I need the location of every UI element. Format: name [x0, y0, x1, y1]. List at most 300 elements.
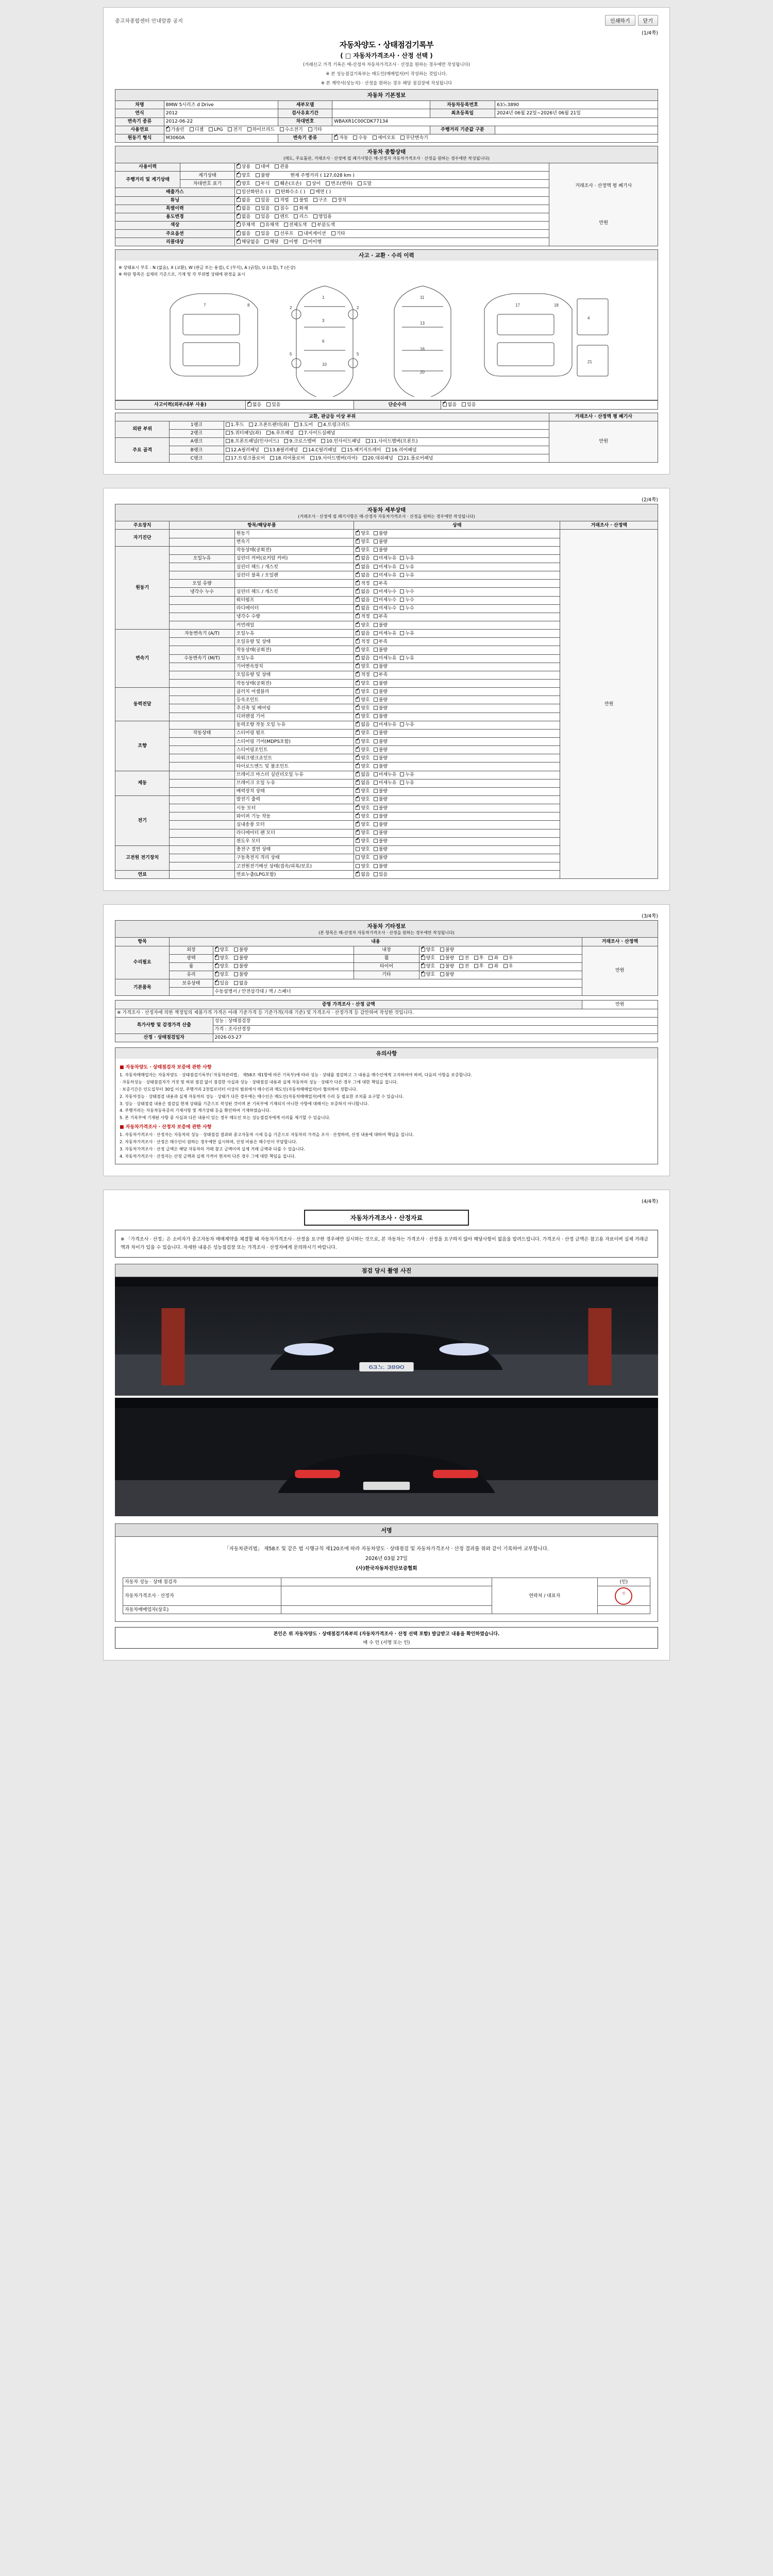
checkbox[interactable] — [374, 689, 378, 693]
checkbox[interactable] — [318, 422, 322, 427]
checkbox[interactable] — [374, 789, 378, 793]
checkbox[interactable] — [356, 623, 360, 627]
parts-rank: 2랭크 — [170, 429, 224, 437]
checkbox[interactable] — [342, 448, 346, 452]
fuel-option-label: 기타 — [313, 127, 322, 133]
checkbox[interactable] — [356, 698, 360, 702]
part-label: 19.사이드멤버(리어) — [315, 455, 358, 461]
detail-option — [356, 846, 369, 853]
detail-option-label: 양호 — [361, 855, 370, 861]
detail-subgroup — [170, 829, 234, 837]
checkbox[interactable] — [270, 456, 274, 460]
detail-option-label: 부족 — [378, 672, 388, 678]
row-sublabel: 계기상태 — [180, 172, 234, 180]
page-2 — [103, 488, 670, 891]
checkbox[interactable] — [256, 231, 260, 235]
checkbox[interactable] — [284, 439, 288, 443]
state-option-label: 있음 — [260, 231, 270, 236]
detail-option — [374, 755, 388, 761]
checkbox[interactable] — [421, 956, 425, 960]
checkbox[interactable] — [356, 639, 360, 643]
checkbox[interactable] — [374, 539, 378, 544]
part-item — [363, 455, 393, 462]
detail-option — [356, 863, 369, 870]
checkbox[interactable] — [310, 456, 314, 460]
checkbox[interactable] — [356, 722, 360, 726]
detail-item: 클러치 어셈블리 — [234, 688, 354, 696]
checkbox[interactable] — [356, 781, 360, 785]
part-item — [310, 455, 358, 462]
checkbox[interactable] — [374, 672, 378, 676]
detail-option — [356, 689, 369, 695]
checkbox[interactable] — [237, 240, 241, 244]
checkbox[interactable] — [421, 964, 425, 968]
checkbox[interactable] — [256, 214, 260, 218]
notice-line: · 자동차성능 · 상태점검자가 거짓 및 허위 점검 없이 점검한 사실과 성능 · 상태점검 내용과 실제 자동차의 성능 · 상태가 다른 경우 그에 대한 책임을 집니다. — [120, 1080, 398, 1085]
checkbox[interactable] — [356, 872, 360, 876]
checkbox[interactable] — [256, 173, 260, 177]
checkbox[interactable] — [374, 556, 378, 560]
state-option — [310, 189, 331, 195]
checkbox[interactable] — [374, 722, 378, 726]
checkbox[interactable] — [356, 864, 360, 868]
checkbox[interactable] — [313, 198, 317, 202]
part-item — [226, 447, 259, 453]
checkbox[interactable] — [374, 814, 378, 818]
checkbox[interactable] — [280, 127, 284, 131]
checkbox[interactable] — [237, 173, 241, 177]
checkbox[interactable] — [356, 855, 360, 859]
checkbox[interactable] — [275, 181, 279, 185]
checkbox[interactable] — [298, 231, 303, 235]
checkbox[interactable] — [459, 956, 463, 960]
checkbox[interactable] — [356, 772, 360, 776]
state-option — [275, 214, 289, 220]
checkbox[interactable] — [247, 127, 251, 131]
checkbox[interactable] — [264, 240, 268, 244]
checkbox[interactable] — [400, 631, 404, 635]
detail-option — [356, 639, 369, 645]
checkbox[interactable] — [356, 681, 360, 685]
checkbox[interactable] — [374, 872, 378, 876]
checkbox[interactable] — [374, 548, 378, 552]
checkbox[interactable] — [215, 964, 219, 968]
checkbox[interactable] — [374, 864, 378, 868]
detail-option-label: 누유 — [405, 564, 414, 570]
checkbox[interactable] — [374, 822, 378, 826]
checkbox[interactable] — [234, 956, 238, 960]
state-option — [237, 239, 260, 245]
checkbox[interactable] — [237, 190, 241, 194]
checkbox[interactable] — [226, 422, 230, 427]
checkbox[interactable] — [374, 764, 378, 768]
checkbox[interactable] — [237, 164, 241, 168]
toolbar-link-0[interactable]: 중고차종합센터 안내말씀 공지 — [115, 19, 183, 24]
checkbox[interactable] — [308, 127, 312, 131]
state-option-label: 없음 — [241, 214, 251, 220]
checkbox[interactable] — [356, 789, 360, 793]
checkbox[interactable] — [356, 739, 360, 743]
checkbox[interactable] — [332, 198, 337, 202]
checkbox[interactable] — [440, 947, 444, 952]
fuel-option — [166, 127, 184, 133]
detail-state-table — [115, 521, 658, 879]
price-unit: 만원 — [582, 1001, 658, 1009]
svg-text:21: 21 — [587, 360, 592, 365]
checkbox[interactable] — [249, 422, 253, 427]
detail-options — [354, 812, 560, 821]
checkbox[interactable] — [237, 231, 241, 235]
checkbox[interactable] — [356, 806, 360, 810]
detail-option-label: 없음 — [361, 564, 370, 570]
checkbox[interactable] — [374, 748, 378, 752]
checkbox[interactable] — [400, 135, 405, 140]
other-option-label: 양호 — [426, 956, 435, 961]
detail-subgroup — [170, 671, 234, 679]
checkbox[interactable] — [374, 623, 378, 627]
checkbox[interactable] — [459, 964, 463, 968]
detail-option-label: 불량 — [378, 622, 388, 628]
detail-options — [354, 713, 560, 721]
checkbox[interactable] — [353, 135, 357, 140]
checkbox[interactable] — [166, 127, 170, 131]
checkbox[interactable] — [237, 181, 241, 185]
checkbox[interactable] — [256, 206, 260, 210]
checkbox[interactable] — [374, 831, 378, 835]
checkbox[interactable] — [313, 214, 317, 218]
checkbox[interactable] — [443, 402, 447, 406]
detail-option — [374, 614, 388, 620]
checkbox[interactable] — [462, 402, 466, 406]
checkbox[interactable] — [374, 656, 378, 660]
checkbox[interactable] — [356, 598, 360, 602]
checkbox[interactable] — [356, 565, 360, 569]
checkbox[interactable] — [358, 181, 362, 185]
checkbox[interactable] — [421, 947, 425, 952]
checkbox[interactable] — [356, 764, 360, 768]
checkbox[interactable] — [374, 797, 378, 801]
other-option-label: 불량 — [445, 964, 455, 970]
checkbox[interactable] — [276, 190, 280, 194]
checkbox[interactable] — [228, 127, 232, 131]
transmission-option-label: 수동 — [358, 135, 367, 141]
checkbox[interactable] — [334, 135, 338, 140]
checkbox[interactable] — [226, 439, 230, 443]
checkbox[interactable] — [226, 431, 230, 435]
checkbox[interactable] — [373, 135, 377, 140]
checkbox[interactable] — [440, 956, 444, 960]
state-option — [284, 222, 307, 228]
price-note: ※ 가격조사 · 산정자에 의한 책정임의 제품가격 가격은 아래 기준가격 등 기준가격(거래 기준) 및 가격조사 · 산정가격 등 감안하여 작성한 것입니다. — [115, 1009, 658, 1017]
checkbox[interactable] — [209, 127, 213, 131]
detail-subgroup — [170, 596, 234, 604]
checkbox[interactable] — [374, 606, 378, 610]
checkbox[interactable] — [440, 972, 444, 976]
table-row — [115, 946, 658, 954]
checkbox[interactable] — [400, 598, 404, 602]
checkbox[interactable] — [363, 456, 367, 460]
checkbox[interactable] — [234, 964, 238, 968]
checkbox[interactable] — [374, 847, 378, 851]
accident-note-1: ※ 상태표시 부호 : N (없음), X (교환), W (판금 또는 용접), C (부식), A (긁힘), U (요철), T (손상) — [119, 265, 296, 270]
detail-option — [356, 814, 369, 820]
checkbox[interactable] — [356, 814, 360, 818]
checkbox[interactable] — [237, 198, 241, 202]
repair-option-label: 있음 — [467, 402, 476, 408]
checkbox[interactable] — [356, 748, 360, 752]
checkbox[interactable] — [374, 581, 378, 585]
checkbox[interactable] — [374, 639, 378, 643]
detail-subgroup: 오일 유량 — [170, 580, 234, 588]
checkbox[interactable] — [374, 772, 378, 776]
checkbox[interactable] — [237, 214, 241, 218]
checkbox[interactable] — [400, 573, 404, 577]
checkbox[interactable] — [374, 714, 378, 718]
checkbox[interactable] — [356, 539, 360, 544]
checkbox[interactable] — [374, 731, 378, 735]
checkbox[interactable] — [284, 223, 288, 227]
detail-option-label: 불량 — [378, 539, 388, 545]
checkbox[interactable] — [374, 756, 378, 760]
checkbox[interactable] — [226, 448, 230, 452]
close-button[interactable]: 닫기 — [638, 15, 658, 26]
detail-option-label: 없음 — [361, 631, 370, 636]
notice-line: · 보증기간은 인도일부터 30일 이상, 주행거리 2천킬로미터 이상의 범위에서 매수인과 매도인(자동차매매업자)이 협의하여 정합니다. — [120, 1087, 358, 1092]
checkbox[interactable] — [489, 964, 493, 968]
checkbox[interactable] — [400, 656, 404, 660]
detail-item: 실린더 헤드 / 개스킷 — [234, 563, 354, 571]
checkbox[interactable] — [400, 606, 404, 610]
checkbox[interactable] — [356, 664, 360, 668]
checkbox[interactable] — [356, 706, 360, 710]
state-option — [237, 197, 250, 204]
detail-option — [374, 672, 388, 678]
part-label: 20.대쉬패널 — [367, 455, 393, 461]
detail-option-label: 불량 — [378, 697, 388, 703]
checkbox[interactable] — [294, 214, 298, 218]
checkbox[interactable] — [356, 531, 360, 535]
checkbox[interactable] — [234, 947, 238, 952]
row-label: 사고이력(외부/내부 사용) — [115, 401, 246, 409]
checkbox[interactable] — [356, 831, 360, 835]
checkbox[interactable] — [299, 431, 303, 435]
checkbox[interactable] — [356, 556, 360, 560]
checkbox[interactable] — [356, 847, 360, 851]
checkbox[interactable] — [400, 781, 404, 785]
svg-text:20: 20 — [420, 370, 425, 375]
other-option-label: 불량 — [239, 947, 248, 953]
state-option-label: 부식 — [260, 181, 270, 187]
notice-panel — [115, 1059, 658, 1164]
row-label: 색상 — [115, 221, 235, 229]
detail-subgroup — [170, 646, 234, 654]
checkbox[interactable] — [374, 664, 378, 668]
footer-confirm — [115, 1627, 658, 1649]
detail-option — [356, 555, 369, 562]
checkbox[interactable] — [374, 839, 378, 843]
checkbox[interactable] — [356, 672, 360, 676]
checkbox[interactable] — [400, 772, 404, 776]
print-button[interactable]: 인쇄하기 — [605, 15, 635, 26]
checkbox[interactable] — [374, 573, 378, 577]
checkbox[interactable] — [503, 956, 508, 960]
part-label: 10.인사이드패널 — [326, 439, 361, 445]
detail-option-label: 양호 — [361, 755, 370, 761]
row-label: 주행거리 및 계기상태 — [115, 172, 180, 188]
state-option-label: 내비게이션 — [304, 231, 326, 236]
checkbox[interactable] — [356, 581, 360, 585]
notice-line: 1. 자동차가격조사 · 산정자는 자동차의 성능 · 상태점검 결과와 중고자동차 시세 등을 기준으로 자동차의 가격을 조사 · 산정하며, 산정 내용에 대하여 책임을 집니다. — [120, 1132, 414, 1138]
checkbox[interactable] — [237, 206, 241, 210]
state-option — [276, 189, 306, 195]
checkbox[interactable] — [374, 565, 378, 569]
checkbox[interactable] — [275, 198, 279, 202]
checkbox[interactable] — [374, 614, 378, 618]
checkbox[interactable] — [374, 589, 378, 594]
checkbox[interactable] — [374, 698, 378, 702]
checkbox[interactable] — [400, 589, 404, 594]
checkbox[interactable] — [356, 656, 360, 660]
detail-option-label: 양호 — [361, 831, 370, 836]
checkbox[interactable] — [503, 964, 508, 968]
checkbox[interactable] — [374, 648, 378, 652]
checkbox[interactable] — [356, 822, 360, 826]
checkbox[interactable] — [421, 972, 425, 976]
detail-option-label: 누수 — [405, 598, 414, 603]
checkbox[interactable] — [374, 598, 378, 602]
checkbox[interactable] — [398, 456, 402, 460]
detail-item: 윈도우 모터 — [234, 837, 354, 845]
detail-option — [400, 572, 414, 579]
checkbox[interactable] — [474, 956, 478, 960]
checkbox[interactable] — [374, 855, 378, 859]
checkbox[interactable] — [215, 947, 219, 952]
checkbox[interactable] — [303, 240, 307, 244]
checkbox[interactable] — [374, 806, 378, 810]
row-options — [234, 221, 549, 229]
checkbox[interactable] — [266, 431, 271, 435]
checkbox[interactable] — [400, 556, 404, 560]
checkbox[interactable] — [356, 573, 360, 577]
checkbox[interactable] — [215, 972, 219, 976]
checkbox[interactable] — [366, 439, 370, 443]
detail-option-label: 미세누유 — [378, 772, 397, 778]
checkbox[interactable] — [264, 448, 268, 452]
transmission-options — [332, 134, 658, 142]
checkbox[interactable] — [307, 181, 311, 185]
checkbox[interactable] — [356, 839, 360, 843]
checkbox[interactable] — [266, 402, 271, 406]
other-options — [419, 962, 582, 971]
detail-option-label: 누유 — [405, 631, 414, 636]
detail-option — [374, 539, 388, 545]
checkbox[interactable] — [356, 689, 360, 693]
checkbox[interactable] — [247, 402, 251, 406]
other-option-label: 양호 — [220, 964, 229, 970]
checkbox[interactable] — [294, 198, 298, 202]
other-option-label: 우 — [508, 956, 513, 961]
checkbox[interactable] — [400, 722, 404, 726]
checkbox[interactable] — [356, 648, 360, 652]
checkbox[interactable] — [386, 448, 390, 452]
checkbox[interactable] — [256, 181, 260, 185]
checkbox[interactable] — [374, 631, 378, 635]
detail-option-label: 없음 — [361, 589, 370, 595]
detail-subgroup — [170, 787, 234, 795]
state-option-label: 있음 — [260, 198, 270, 204]
checkbox[interactable] — [374, 531, 378, 535]
parts-header-1: 교환, 판금등 이상 부위 — [115, 413, 549, 421]
checkbox[interactable] — [234, 972, 238, 976]
checkbox[interactable] — [374, 739, 378, 743]
checkbox[interactable] — [374, 681, 378, 685]
checkbox[interactable] — [356, 756, 360, 760]
checkbox[interactable] — [474, 964, 478, 968]
checkbox[interactable] — [321, 439, 325, 443]
checkbox[interactable] — [489, 956, 493, 960]
checkbox[interactable] — [256, 198, 260, 202]
checkbox[interactable] — [256, 164, 260, 168]
checkbox[interactable] — [284, 240, 288, 244]
checkbox[interactable] — [215, 956, 219, 960]
checkbox[interactable] — [226, 456, 230, 460]
other-option-label: 불량 — [239, 956, 248, 961]
checkbox[interactable] — [260, 223, 264, 227]
checkbox[interactable] — [190, 127, 194, 131]
checkbox[interactable] — [356, 631, 360, 635]
checkbox[interactable] — [310, 190, 314, 194]
checkbox[interactable] — [356, 797, 360, 801]
detail-option — [356, 796, 369, 803]
checkbox[interactable] — [374, 781, 378, 785]
checkbox[interactable] — [356, 714, 360, 718]
checkbox[interactable] — [356, 614, 360, 618]
checkbox[interactable] — [294, 206, 298, 210]
cell-label: 차대번호 — [278, 117, 332, 126]
checkbox[interactable] — [356, 548, 360, 552]
checkbox[interactable] — [234, 981, 238, 985]
cell-label: 변속기 종류 — [115, 117, 164, 126]
checkbox[interactable] — [440, 964, 444, 968]
detail-subgroup — [170, 804, 234, 812]
part-label: 5.쿼터패널(좌) — [230, 431, 261, 436]
checkbox[interactable] — [303, 448, 307, 452]
checkbox[interactable] — [275, 231, 279, 235]
checkbox[interactable] — [326, 181, 330, 185]
detail-subgroup — [170, 546, 234, 554]
checkbox[interactable] — [374, 706, 378, 710]
checkbox[interactable] — [294, 422, 298, 427]
detail-option-label: 불량 — [378, 797, 388, 803]
price-row-label: 특가사항 및 감경가격 산출 — [115, 1017, 213, 1033]
checkbox[interactable] — [215, 981, 219, 985]
part-item — [226, 455, 265, 462]
checkbox[interactable] — [331, 231, 335, 235]
checkbox[interactable] — [356, 589, 360, 594]
checkbox[interactable] — [237, 223, 241, 227]
accident-option — [247, 402, 261, 408]
checkbox[interactable] — [356, 606, 360, 610]
accident-summary-table — [115, 400, 658, 409]
checkbox[interactable] — [356, 731, 360, 735]
checkbox[interactable] — [312, 223, 316, 227]
checkbox[interactable] — [275, 214, 279, 218]
section-note: (매도, 주요품관, 거래조사 · 산정에 필 폐기사항은 매-산정자 자동차가격조사 · 산정을 원하는 경우에만 작성됩니다) — [283, 156, 490, 161]
checkbox[interactable] — [275, 164, 279, 168]
checkbox[interactable] — [400, 565, 404, 569]
checkbox[interactable] — [275, 206, 279, 210]
detail-option-label: 불량 — [378, 805, 388, 811]
